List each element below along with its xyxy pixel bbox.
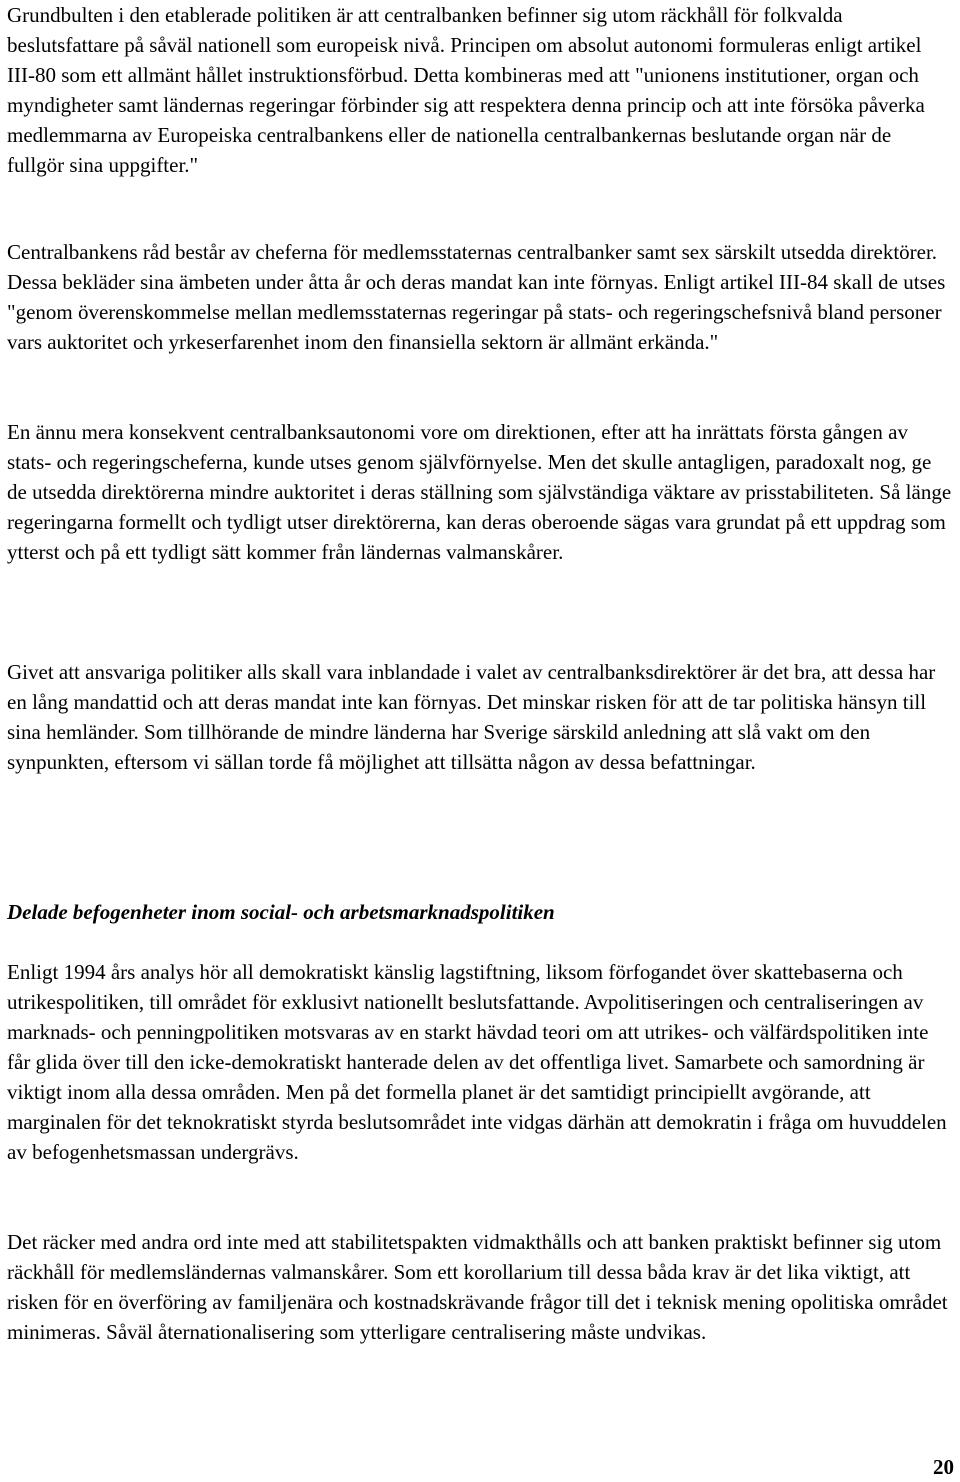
paragraph-mandate: Givet att ansvariga politiker alls skall vara inblandade i valet av centralbanksdirektörer är det bra, att dessa har en lång mandattid och att deras mandat inte kan förnyas. Det minskar risken för att de tar politiska hänsyn till sina hemländer. Som tillhörande de mindre länderna har Sverige särskild anledning att slå vakt om den synpunkten, eftersom vi sällan torde få möjlighet att tillsätta någon av dessa befattningar. xyxy=(7,660,936,774)
paragraph-autonomy: Grundbulten i den etablerade politiken är att centralbanken befinner sig utom räckhåll för folkvalda beslutsfattare på såväl nationell som europeisk nivå. Principen om absolut autonomi formuleras enligt artikel III-80 som ett allmänt hållet instruktionsförbud. Detta kombineras med att "unionens institutioner, organ och myndigheter samt ländernas regeringar förbinder sig att respektera denna princip och att inte försöka påverka medlemmarna av Europeiska centralbankens eller de nationella centralbankernas beslutande organ när de fullgör sina uppgifter." xyxy=(7,3,925,177)
paragraph-stability-pact: Det räcker med andra ord inte med att stabilitetspakten vidmakthålls och att banken praktiskt befinner sig utom räckhåll för medlemsländernas valmanskårer. Som ett korollarium till dessa båda krav är det lika viktigt, att risken för en överföring av familjenära och kostnadskrävande frågor till det i teknisk mening opolitiska området minimeras. Såväl åternationalisering som ytterligare centralisering måste undvikas. xyxy=(7,1230,948,1344)
paragraph-analysis-1994: Enligt 1994 års analys hör all demokratiskt känslig lagstiftning, liksom förfogandet över skattebaserna och utrikespolitiken, till området för exklusivt nationellt beslutsfattande. Avpolitiseringen och centraliseringen av marknads- och penningpolitiken motsvaras av en starkt hävdad teori om att utrikes- och välfärdspolitiken inte får glida över till den icke-demokratiskt hanterade delen av det offentliga livet. Samarbete och samordning är viktigt inom alla dessa områden. Men på det formella planet är det samtidigt principiellt avgörande, att marginalen för det teknokratiskt styrda beslutsområdet inte vidgas därhän att demokratin i fråga om huvuddelen av befogenhetsmassan undergrävs. xyxy=(7,960,947,1164)
paragraph-self-renewal: En ännu mera konsekvent centralbanksautonomi vore om direktionen, efter att ha inrättats första gången av stats- och regeringscheferna, kunde utses genom självförnyelse. Men det skulle antagligen, paradoxalt nog, ge de utsedda direktörerna mindre auktoritet i deras ställning som självständiga väktare av prisstabiliteten. Så länge regeringarna formellt och tydligt utser direktörerna, kan deras oberoende sägas vara grundat på ett uppdrag som ytterst och på ett tydligt sätt kommer från ländernas valmanskårer. xyxy=(7,420,952,564)
section-heading: Delade befogenheter inom social- och arbetsmarknadspolitiken xyxy=(7,900,555,924)
paragraph-council: Centralbankens råd består av cheferna för medlemsstaternas centralbanker samt sex särskilt utsedda direktörer. Dessa bekläder sina ämbeten under åtta år och deras mandat kan inte förnyas. Enligt artikel III-84 skall de utses "genom överenskommelse mellan medlemsstaternas regeringar på stats- och regeringschefsnivå bland personer vars auktoritet och yrkeserfarenhet inom den finansiella sektorn är allmänt erkända." xyxy=(7,240,946,354)
page-number: 20 xyxy=(933,1455,954,1479)
